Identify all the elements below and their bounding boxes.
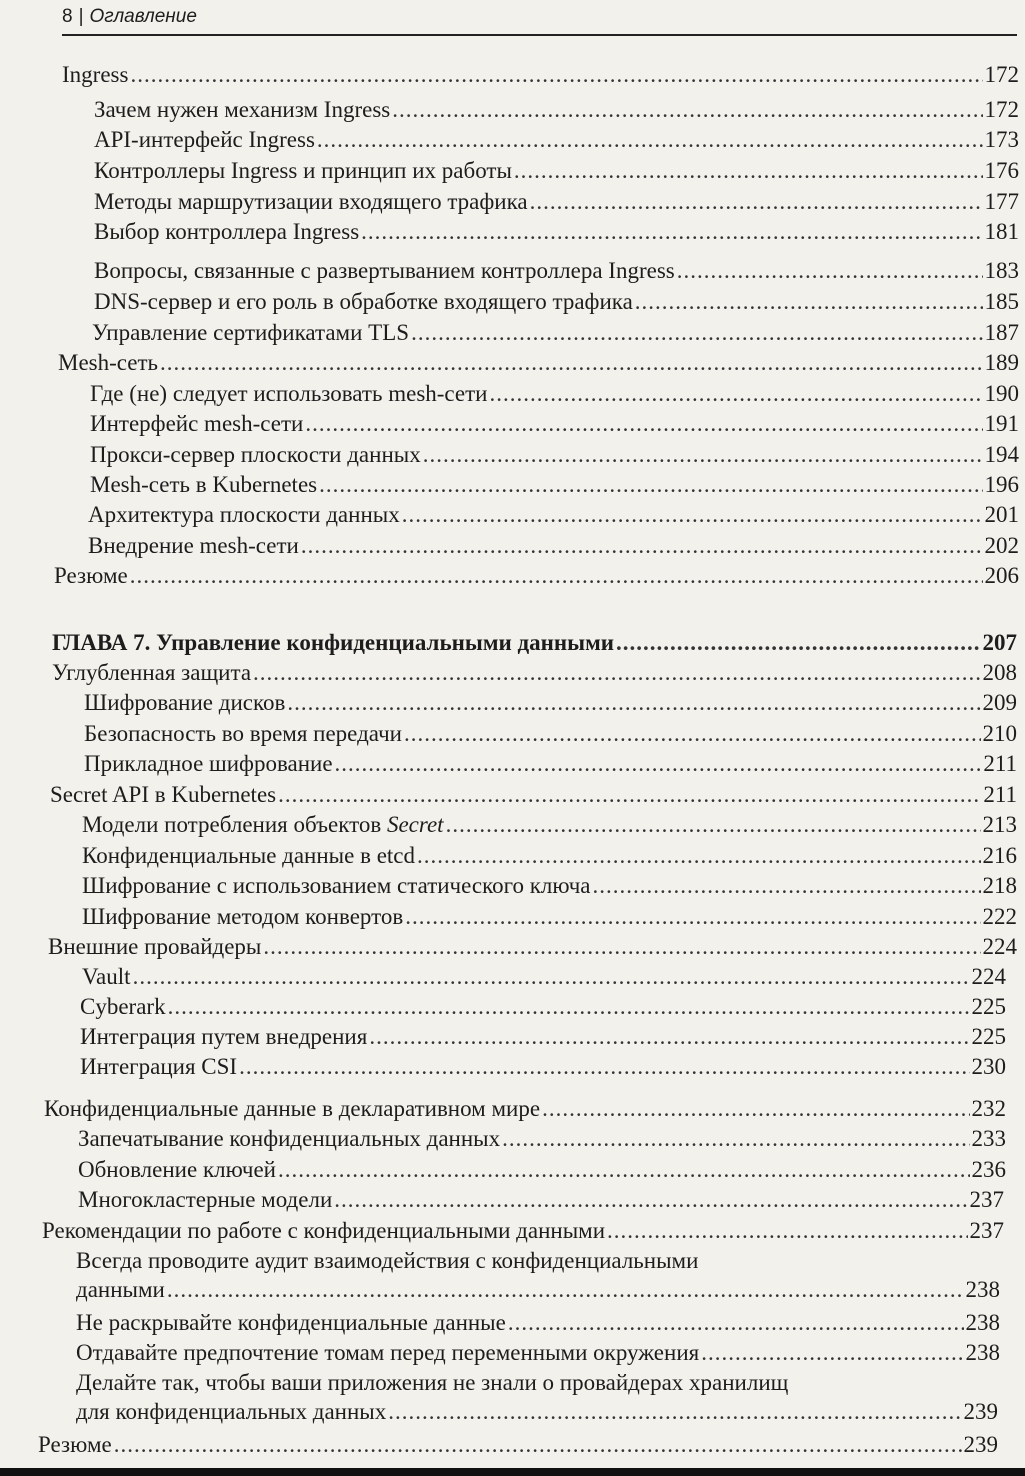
toc-entry bbox=[52, 658, 1017, 688]
header-title: Оглавление bbox=[89, 6, 197, 27]
toc-entry-page: 225 bbox=[971, 1024, 1006, 1049]
toc-entry-title-italic: Secret bbox=[386, 812, 444, 837]
toc-entry bbox=[90, 379, 1019, 409]
toc-entry bbox=[78, 1124, 1006, 1154]
toc-entry bbox=[90, 409, 1019, 439]
toc-entry-page: 238 bbox=[965, 1310, 1000, 1335]
toc-entry bbox=[88, 531, 1019, 561]
toc-entry-title: Ingress bbox=[62, 62, 129, 87]
toc-entry-title: Многокластерные модели bbox=[78, 1187, 333, 1212]
toc-entry-page: 238 bbox=[965, 1277, 1000, 1302]
toc-entry-title: Резюме bbox=[54, 563, 128, 588]
toc-entry bbox=[44, 1094, 1006, 1124]
toc-entry bbox=[94, 287, 1019, 317]
toc-entry bbox=[54, 561, 1019, 591]
toc-entry bbox=[94, 125, 1019, 155]
toc-entry-title: Интеграция путем внедрения bbox=[80, 1024, 368, 1049]
toc-entry-page: 181 bbox=[984, 219, 1019, 244]
toc-entry bbox=[82, 810, 1017, 840]
toc-entry bbox=[78, 1155, 1006, 1185]
toc-entry-title: Всегда проводите аудит взаимодействия с конфиденциальными bbox=[76, 1248, 699, 1273]
toc-entry-page: 238 bbox=[965, 1340, 1000, 1365]
toc-entry bbox=[94, 156, 1019, 186]
toc-entry bbox=[76, 1246, 1000, 1306]
toc-entry-title: Шифрование дисков bbox=[84, 690, 286, 715]
toc-entry-title: Где (не) следует использовать mesh-сети bbox=[90, 381, 488, 406]
toc-entry-page: 172 bbox=[984, 97, 1019, 122]
toc-entry-title: Mesh-сеть в Kubernetes bbox=[90, 472, 318, 497]
toc-entry-page: 218 bbox=[982, 873, 1017, 898]
toc-entry-title: Прокси-сервер плоскости данных bbox=[90, 442, 421, 467]
toc-entry bbox=[76, 1368, 998, 1428]
toc-entry-title: Конфиденциальные данные в декларативном мире bbox=[44, 1096, 541, 1121]
toc-entry bbox=[80, 992, 1006, 1022]
toc-entry-title: Контроллеры Ingress и принцип их работы bbox=[94, 158, 512, 183]
toc-entry bbox=[88, 500, 1019, 530]
toc-entry bbox=[76, 1338, 1000, 1368]
toc-entry bbox=[42, 1216, 1004, 1246]
toc-entry-title: Cyberark bbox=[80, 994, 166, 1019]
toc-entry-page: 233 bbox=[971, 1126, 1006, 1151]
toc-entry-page: 210 bbox=[982, 721, 1017, 746]
toc-entry bbox=[84, 749, 1017, 779]
toc-entry-title: DNS-сервер и его роль в обработке входящего трафика bbox=[94, 289, 633, 314]
page-number: 8 bbox=[62, 6, 73, 27]
toc-entry bbox=[82, 841, 1017, 871]
toc-entry-title: Архитектура плоскости данных bbox=[88, 502, 400, 527]
toc-entry-page: 224 bbox=[982, 934, 1017, 959]
toc-entry-page: 211 bbox=[983, 751, 1017, 776]
toc-entry bbox=[84, 688, 1017, 718]
toc-entry-page: 222 bbox=[982, 904, 1017, 929]
toc-entry-title: Интеграция CSI bbox=[80, 1054, 238, 1079]
toc-entry-page: 172 bbox=[984, 62, 1019, 87]
toc-entry-page: 202 bbox=[984, 533, 1019, 558]
toc-entry-title: ГЛАВА 7. Управление конфиденциальными данными bbox=[52, 630, 615, 655]
toc-entry-title-continued: для конфиденциальных данных bbox=[76, 1399, 387, 1424]
toc-entry bbox=[90, 470, 1019, 500]
toc-entry bbox=[80, 1052, 1006, 1082]
toc-entry-title: Mesh-сеть bbox=[58, 350, 159, 375]
toc-entry-page: 187 bbox=[984, 320, 1019, 345]
toc-entry-title: Вопросы, связанные с развертыванием контроллера Ingress bbox=[94, 258, 675, 283]
toc-entry-title: Управление сертификатами TLS bbox=[92, 320, 410, 345]
toc-entry-page: 189 bbox=[984, 350, 1019, 375]
toc-entry-title: Рекомендации по работе с конфиденциальными данными bbox=[42, 1218, 606, 1243]
toc-entry-page: 237 bbox=[969, 1218, 1004, 1243]
toc-entry-title: Шифрование методом конвертов bbox=[82, 904, 404, 929]
toc-entry bbox=[82, 871, 1017, 901]
toc-entry-page: 213 bbox=[982, 812, 1017, 837]
toc-entry bbox=[62, 60, 1019, 90]
page-bottom-edge bbox=[0, 1468, 1025, 1476]
toc-entry bbox=[78, 1185, 1004, 1215]
toc-entry-page: 239 bbox=[963, 1399, 998, 1424]
toc-entry bbox=[90, 440, 1019, 470]
toc-entry-page: 236 bbox=[971, 1157, 1006, 1182]
toc-entry-page: 191 bbox=[984, 411, 1019, 436]
toc-entry-page: 225 bbox=[971, 994, 1006, 1019]
toc-entry-page: 207 bbox=[982, 630, 1017, 655]
toc-entry-title: Не раскрывайте конфиденциальные данные bbox=[76, 1310, 506, 1335]
toc-entry bbox=[76, 1308, 1000, 1338]
toc-entry-title: Отдавайте предпочтение томам перед переменными окружения bbox=[76, 1340, 700, 1365]
toc-entry bbox=[58, 348, 1019, 378]
toc-entry bbox=[94, 187, 1019, 217]
toc-entry-title: Делайте так, чтобы ваши приложения не знали о провайдерах хранилищ bbox=[76, 1370, 789, 1395]
toc-entry-title: Шифрование с использованием статического ключа bbox=[82, 873, 591, 898]
toc-entry-page: 232 bbox=[971, 1096, 1006, 1121]
toc-entry-title-continued: данными bbox=[76, 1277, 165, 1302]
toc-entry-title: Методы маршрутизации входящего трафика bbox=[94, 189, 528, 214]
toc-entry bbox=[38, 1430, 998, 1460]
toc-entry-page: 216 bbox=[982, 843, 1017, 868]
toc-entry-title: Внедрение mesh-сети bbox=[88, 533, 299, 558]
toc-entry-page: 209 bbox=[982, 690, 1017, 715]
toc-entry-page: 237 bbox=[969, 1187, 1004, 1212]
toc-entry-title: API-интерфейс Ingress bbox=[94, 127, 315, 152]
header-separator: | bbox=[78, 6, 84, 27]
toc-entry bbox=[94, 95, 1019, 125]
toc-entry-title: Резюме bbox=[38, 1432, 112, 1457]
toc-entry-page: 211 bbox=[983, 782, 1017, 807]
toc-entry-title: Углубленная защита bbox=[52, 660, 252, 685]
toc-entry-page: 185 bbox=[984, 289, 1019, 314]
toc-entry-title: Зачем нужен механизм Ingress bbox=[94, 97, 391, 122]
toc-entry-title: Vault bbox=[82, 964, 131, 989]
toc-entry-title: Обновление ключей bbox=[78, 1157, 276, 1182]
toc-entry bbox=[84, 719, 1017, 749]
toc-entry bbox=[80, 1022, 1006, 1052]
toc-entry-page: 224 bbox=[971, 964, 1006, 989]
toc-entry-title: Конфиденциальные данные в etcd bbox=[82, 843, 416, 868]
toc-entry-page: 183 bbox=[984, 258, 1019, 283]
toc-entry-title: Безопасность во время передачи bbox=[84, 721, 402, 746]
toc-chapter-heading bbox=[52, 628, 1017, 658]
toc-entry-page: 194 bbox=[984, 442, 1019, 467]
toc-entry bbox=[50, 780, 1017, 810]
toc-entry bbox=[94, 256, 1019, 286]
toc-entry-page: 196 bbox=[984, 472, 1019, 497]
toc-entry-title: Запечатывание конфиденциальных данных bbox=[78, 1126, 501, 1151]
toc-entry-title: Прикладное шифрование bbox=[84, 751, 333, 776]
toc-entry bbox=[82, 962, 1006, 992]
toc-entry-page: 177 bbox=[984, 189, 1019, 214]
toc-entry-title: Модели потребления объектов bbox=[82, 812, 382, 837]
toc-entry-page: 206 bbox=[984, 563, 1019, 588]
toc-entry bbox=[92, 318, 1019, 348]
toc-entry-title: Выбор контроллера Ingress bbox=[94, 219, 360, 244]
toc-entry bbox=[94, 217, 1019, 247]
toc-entry bbox=[48, 932, 1017, 962]
toc-entry-page: 190 bbox=[984, 381, 1019, 406]
toc-entry-title: Интерфейс mesh-сети bbox=[90, 411, 304, 436]
toc-entry-page: 208 bbox=[982, 660, 1017, 685]
toc-entry-title: Secret API в Kubernetes bbox=[50, 782, 277, 807]
toc-entry-page: 173 bbox=[984, 127, 1019, 152]
toc-entry-page: 176 bbox=[984, 158, 1019, 183]
toc-entry-page: 230 bbox=[971, 1054, 1006, 1079]
toc-entry-page: 239 bbox=[963, 1432, 998, 1457]
toc-entry-title: Внешние провайдеры bbox=[48, 934, 262, 959]
toc-entry bbox=[82, 902, 1017, 932]
toc-entry-page: 201 bbox=[984, 502, 1019, 527]
